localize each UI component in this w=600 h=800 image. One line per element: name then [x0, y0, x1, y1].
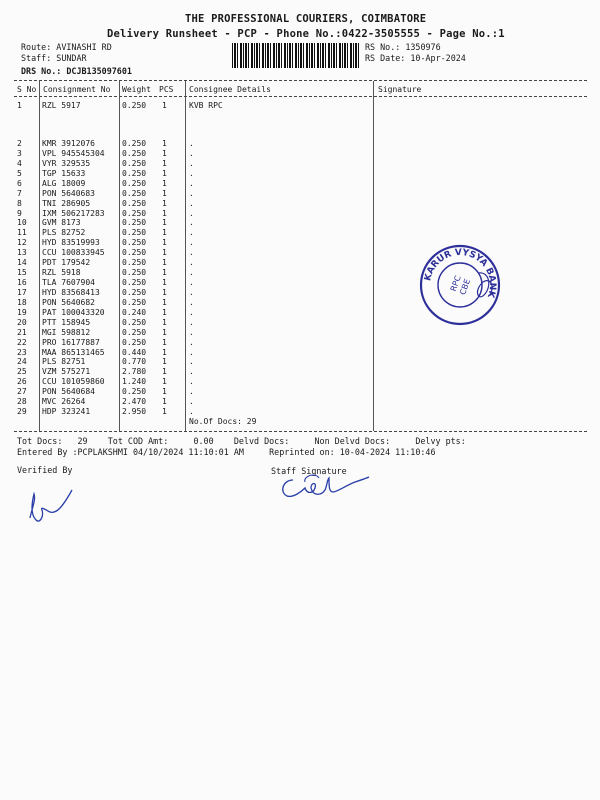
row-pcs: 1 — [162, 208, 167, 218]
row-weight: 2.470 — [122, 397, 147, 407]
row-consignee: KVB RPC — [189, 101, 223, 110]
row-consignment: GVM 8173 — [42, 218, 81, 228]
row-sno: 24 — [17, 357, 27, 367]
table-row — [0, 189, 600, 199]
verified-by-label: Verified By — [17, 465, 73, 475]
row-sno: 27 — [17, 387, 27, 397]
table-row — [0, 169, 600, 179]
table-row — [0, 298, 600, 308]
row-weight: 0.250 — [122, 168, 147, 178]
row-sno: 18 — [17, 297, 27, 307]
svg-text:CBE: CBE — [458, 277, 473, 297]
row-weight: 2.780 — [122, 367, 147, 377]
row-consignee: . — [189, 357, 194, 367]
row-consignment: MGI 598812 — [42, 327, 91, 337]
row-consignment: HYD 83519993 — [42, 238, 100, 248]
row-consignee: . — [189, 218, 194, 228]
table-row — [0, 159, 600, 169]
barcode — [232, 43, 360, 68]
row-consignment: PDT 179542 — [42, 258, 91, 268]
row-consignment: VZM 575271 — [42, 367, 91, 377]
row-consignment: PRO 16177887 — [42, 337, 100, 347]
row-sno: 13 — [17, 248, 27, 258]
table-row — [0, 407, 600, 417]
table-row — [0, 179, 600, 189]
row-consignment: TNI 286905 — [42, 198, 91, 208]
row-consignee: . — [189, 287, 194, 297]
row-sno: 10 — [17, 218, 27, 228]
row-weight: 0.250 — [122, 248, 147, 258]
row-pcs: 1 — [162, 188, 167, 198]
row-weight: 0.250 — [122, 208, 147, 218]
table-row — [0, 397, 600, 407]
table-bottom-rule — [14, 431, 587, 432]
row-pcs: 1 — [162, 198, 167, 208]
staff-label: Staff: SUNDAR — [21, 53, 87, 63]
no-of-docs: No.Of Docs: 29 — [189, 417, 257, 426]
row-weight: 0.250 — [122, 287, 147, 297]
row-sno: 28 — [17, 397, 27, 407]
row-pcs: 1 — [162, 387, 167, 397]
row-sno: 3 — [17, 148, 22, 158]
row-consignee: . — [189, 139, 194, 148]
row-pcs: 1 — [162, 337, 167, 347]
row-weight: 0.240 — [122, 307, 147, 317]
row-pcs: 1 — [162, 258, 167, 268]
row-consignee: . — [189, 208, 194, 218]
row-sno: 29 — [17, 407, 27, 417]
row-weight: 0.250 — [122, 218, 147, 228]
table-row — [0, 228, 600, 238]
row-consignee: . — [189, 297, 194, 307]
table-row — [0, 387, 600, 397]
row-weight: 0.250 — [122, 198, 147, 208]
table-row — [0, 348, 600, 358]
row-consignment: MAA 865131465 — [42, 347, 105, 357]
row-consignment: KMR 3912076 — [42, 139, 95, 148]
row-consignee: . — [189, 148, 194, 158]
table-row — [0, 278, 600, 288]
row-pcs: 1 — [162, 268, 167, 278]
row-consignment: TLA 7607904 — [42, 278, 95, 288]
row-consignee: . — [189, 327, 194, 337]
row-pcs: 1 — [162, 327, 167, 337]
row-consignment: ALG 18009 — [42, 178, 86, 188]
row-consignee: . — [189, 268, 194, 278]
col-pcs: PCS — [159, 85, 174, 94]
row-sno: 25 — [17, 367, 27, 377]
row-pcs: 1 — [162, 248, 167, 258]
table-row — [0, 357, 600, 367]
row-sno: 23 — [17, 347, 27, 357]
row-weight: 0.250 — [122, 337, 147, 347]
row-consignee: . — [189, 367, 194, 377]
row-consignment: PLS 82751 — [42, 357, 86, 367]
row-consignment: RZL 5918 — [42, 268, 81, 278]
row-pcs: 1 — [162, 218, 167, 228]
row-consignment: PAT 100043320 — [42, 307, 105, 317]
row-weight: 2.950 — [122, 407, 147, 417]
row-consignment: PLS 82752 — [42, 228, 86, 238]
col-sno: S No — [17, 85, 37, 94]
row-consignee: . — [189, 198, 194, 208]
row-sno: 2 — [17, 139, 22, 148]
row-pcs: 1 — [162, 297, 167, 307]
row-consignee: . — [189, 397, 194, 407]
row-sno: 8 — [17, 198, 22, 208]
row-consignment: VYR 329535 — [42, 158, 91, 168]
row-consignee: . — [189, 307, 194, 317]
row-sno: 20 — [17, 317, 27, 327]
table-row — [0, 318, 600, 328]
row-pcs: 1 — [162, 367, 167, 377]
row-consignee: . — [189, 158, 194, 168]
row-weight: 0.250 — [122, 238, 147, 248]
row-weight: 0.770 — [122, 357, 147, 367]
row-consignment: MVC 26264 — [42, 397, 86, 407]
row-weight: 0.250 — [122, 158, 147, 168]
row-sno: 7 — [17, 188, 22, 198]
row-consignee: . — [189, 168, 194, 178]
row-consignee: . — [189, 188, 194, 198]
row-pcs: 1 — [162, 377, 167, 387]
row-sno: 11 — [17, 228, 27, 238]
row-consignment: IXM 506217283 — [42, 208, 105, 218]
route-label: Route: AVINASHI RD — [21, 42, 112, 52]
row-sno: 16 — [17, 278, 27, 288]
col-signature: Signature — [378, 85, 422, 94]
col-consignment: Consignment No — [43, 85, 111, 94]
row-pcs: 1 — [162, 178, 167, 188]
row-sno: 14 — [17, 258, 27, 268]
row-sno: 19 — [17, 307, 27, 317]
row-weight: 0.250 — [122, 228, 147, 238]
row-sno: 9 — [17, 208, 22, 218]
row-sno: 17 — [17, 287, 27, 297]
row-weight: 0.250 — [122, 278, 147, 288]
rs-number: RS No.: 1350976 — [365, 42, 441, 52]
table-row — [0, 199, 600, 209]
row-consignee: . — [189, 387, 194, 397]
bank-stamp — [418, 243, 502, 327]
row-consignment: TGP 15633 — [42, 168, 86, 178]
staff-signature — [275, 470, 370, 502]
table-row — [0, 328, 600, 338]
row-pcs: 1 — [162, 357, 167, 367]
svg-text:RPC: RPC — [448, 274, 463, 293]
entered-by: Entered By :PCPLAKSHMI 04/10/2024 11:10:01 AM Reprinted on: 10-04-2024 11:10:46 — [17, 447, 436, 457]
row-pcs: 1 — [162, 168, 167, 178]
row-pcs: 1 — [162, 317, 167, 327]
row-weight: 0.250 — [122, 188, 147, 198]
row-pcs: 1 — [162, 158, 167, 168]
row-consignee: . — [189, 178, 194, 188]
row-consignee: . — [189, 258, 194, 268]
runsheet-subtitle: Delivery Runsheet - PCP - Phone No.:0422-3505555 - Page No.:1 — [107, 28, 505, 40]
row-sno: 4 — [17, 158, 22, 168]
row-pcs: 1 — [162, 228, 167, 238]
table-row — [0, 288, 600, 298]
row-sno: 26 — [17, 377, 27, 387]
table-top-rule — [14, 80, 587, 81]
row-pcs: 1 — [162, 307, 167, 317]
row-pcs: 1 — [162, 148, 167, 158]
row-pcs: 1 — [162, 407, 167, 417]
company-name: THE PROFESSIONAL COURIERS, COIMBATORE — [185, 13, 427, 25]
row-consignment: CCU 101059860 — [42, 377, 105, 387]
col-weight: Weight — [122, 85, 151, 94]
row-weight: 0.250 — [122, 258, 147, 268]
row-weight: 0.250 — [122, 387, 147, 397]
row-weight: 1.240 — [122, 377, 147, 387]
table-row — [0, 149, 600, 159]
row-weight: 0.250 — [122, 101, 147, 110]
rs-date: RS Date: 10-Apr-2024 — [365, 53, 466, 63]
row-consignment: HYD 83568413 — [42, 287, 100, 297]
row-consignee: . — [189, 347, 194, 357]
row-sno: 21 — [17, 327, 27, 337]
staff-signature-label: Staff Signature — [271, 466, 347, 476]
row-consignment: CCU 100833945 — [42, 248, 105, 258]
table-row — [0, 377, 600, 387]
table-row — [0, 209, 600, 219]
row-weight: 0.250 — [122, 317, 147, 327]
row-consignee: . — [189, 337, 194, 347]
row-consignment: HDP 323241 — [42, 407, 91, 417]
table-row — [0, 248, 600, 258]
row-consignment: VPL 945545304 — [42, 148, 105, 158]
row-consignee: . — [189, 238, 194, 248]
table-row — [0, 338, 600, 348]
row-sno: 12 — [17, 238, 27, 248]
row-consignee: . — [189, 278, 194, 288]
row-pcs: 1 — [162, 278, 167, 288]
row-weight: 0.440 — [122, 347, 147, 357]
row-sno: 1 — [17, 101, 22, 110]
row-sno: 15 — [17, 268, 27, 278]
table-row — [0, 238, 600, 248]
table-row — [0, 268, 600, 278]
row-consignee: . — [189, 248, 194, 258]
row-consignment: PON 5640683 — [42, 188, 95, 198]
row-weight: 0.250 — [122, 178, 147, 188]
row-pcs: 1 — [162, 238, 167, 248]
row-weight: 0.250 — [122, 327, 147, 337]
row-consignment: PTT 158945 — [42, 317, 91, 327]
row-pcs: 1 — [162, 397, 167, 407]
row-sno: 22 — [17, 337, 27, 347]
row-consignment: PON 5640684 — [42, 387, 95, 397]
table-row — [0, 367, 600, 377]
row-consignment: RZL 5917 — [42, 101, 81, 110]
totals-summary: Tot Docs: 29 Tot COD Amt: 0.00 Delvd Docs: Non Delvd Docs: Delvy pts: — [17, 436, 466, 446]
row-pcs: 1 — [162, 139, 167, 148]
row-sno: 5 — [17, 168, 22, 178]
row-weight: 0.250 — [122, 297, 147, 307]
svg-text:KARUR VYSYA BANK: KARUR VYSYA BANK — [423, 247, 498, 299]
row-consignee: . — [189, 317, 194, 327]
row-consignment: PON 5640682 — [42, 297, 95, 307]
col-consignee: Consignee Details — [189, 85, 271, 94]
row-sno: 6 — [17, 178, 22, 188]
table-row — [0, 258, 600, 268]
row-consignee: . — [189, 228, 194, 238]
row-pcs: 1 — [162, 347, 167, 357]
row-weight: 0.250 — [122, 139, 147, 148]
table-row — [0, 308, 600, 318]
table-row — [0, 218, 600, 228]
drs-number: DRS No.: DCJB135097601 — [21, 66, 132, 76]
row-pcs: 1 — [162, 287, 167, 297]
table-row — [0, 139, 600, 149]
table-row — [0, 101, 600, 111]
row-consignee: . — [189, 407, 194, 417]
table-header-rule — [14, 96, 587, 97]
row-weight: 0.250 — [122, 148, 147, 158]
row-pcs: 1 — [162, 101, 167, 110]
row-weight: 0.250 — [122, 268, 147, 278]
verified-signature — [22, 488, 82, 528]
row-consignee: . — [189, 377, 194, 387]
